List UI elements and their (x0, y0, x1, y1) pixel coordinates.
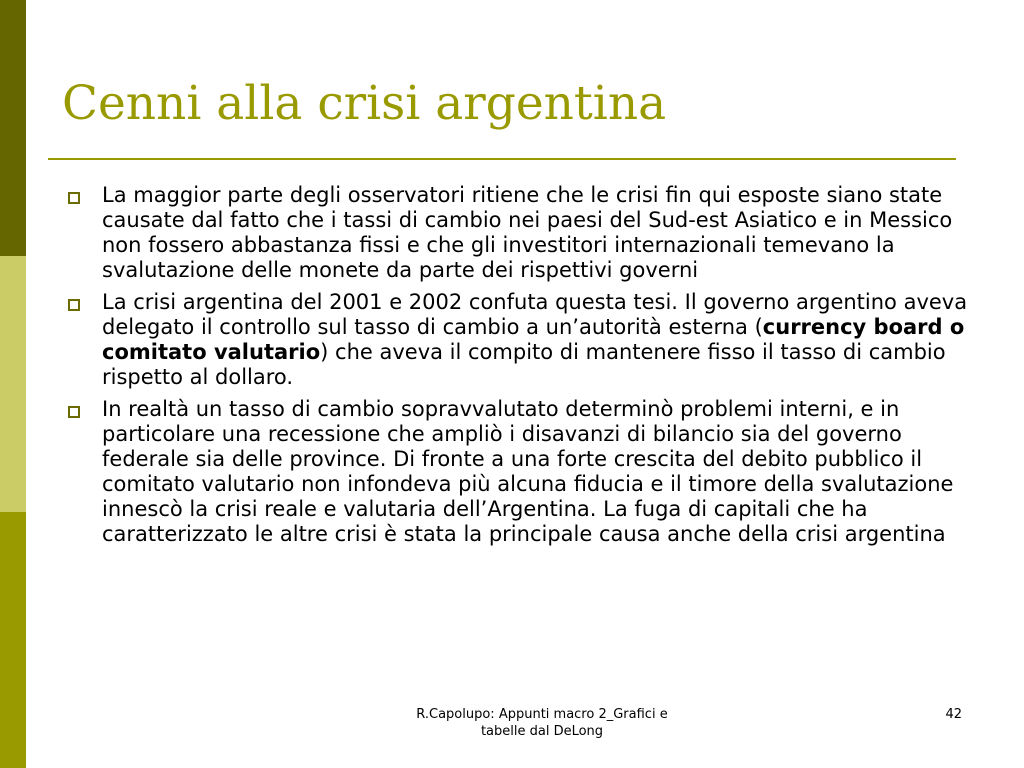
bullet-text-part: La crisi argentina del 2001 e 2002 confuta questa tesi. Il governo argentino aveva delegato il controllo sul tasso di cambio a un’autorità esterna ( (102, 290, 968, 339)
bullet-text (102, 290, 968, 390)
bullet-text: In realtà un tasso di cambio sopravvalutato determinò problemi interni, e in particolare una recessione che ampliò i disavanzi di bilancio sia del governo federale sia delle province. Di fronte a una forte crescita del debito pubblico il comitato valutario non infondeva più alcuna fiducia e il timore della svalutazione innescò la crisi reale e valutaria dell’Argentina. La fuga di capitali che ha caratterizzato le altre crisi è stata la principale causa anche della crisi argentina (102, 397, 954, 546)
bullet-item (68, 290, 968, 390)
square-bullet-icon (68, 406, 80, 418)
side-bar-dark (0, 0, 26, 256)
side-bar-light (0, 256, 26, 512)
bullet-list (68, 183, 968, 554)
footer-source-line: R.Capolupo: Appunti macro 2_Grafici e (416, 707, 668, 722)
side-bar-olive (0, 512, 26, 768)
bullet-bold-term: currency board o comitato valutario (102, 315, 965, 364)
slide-number: 42 (945, 707, 962, 722)
footer-source (332, 706, 752, 740)
bullet-text-part: ) che aveva il compito di mantenere fisso il tasso di cambio rispetto al dollaro. (102, 340, 946, 389)
bullet-item (68, 183, 968, 283)
square-bullet-icon (68, 192, 80, 204)
title-underline (48, 158, 956, 160)
footer-source-line: tabelle dal DeLong (480, 724, 604, 739)
bullet-item (68, 397, 968, 547)
slide-title: Cenni alla crisi argentina (62, 76, 667, 131)
bullet-text: La maggior parte degli osservatori ritiene che le crisi fin qui esposte siano state causate dal fatto che i tassi di cambio nei paesi del Sud-est Asiatico e in Messico non fossero abbastanza fissi e che gli investitori internazionali temevano la svalutazione delle monete da parte dei rispettivi governi (102, 183, 953, 282)
square-bullet-icon (68, 299, 80, 311)
